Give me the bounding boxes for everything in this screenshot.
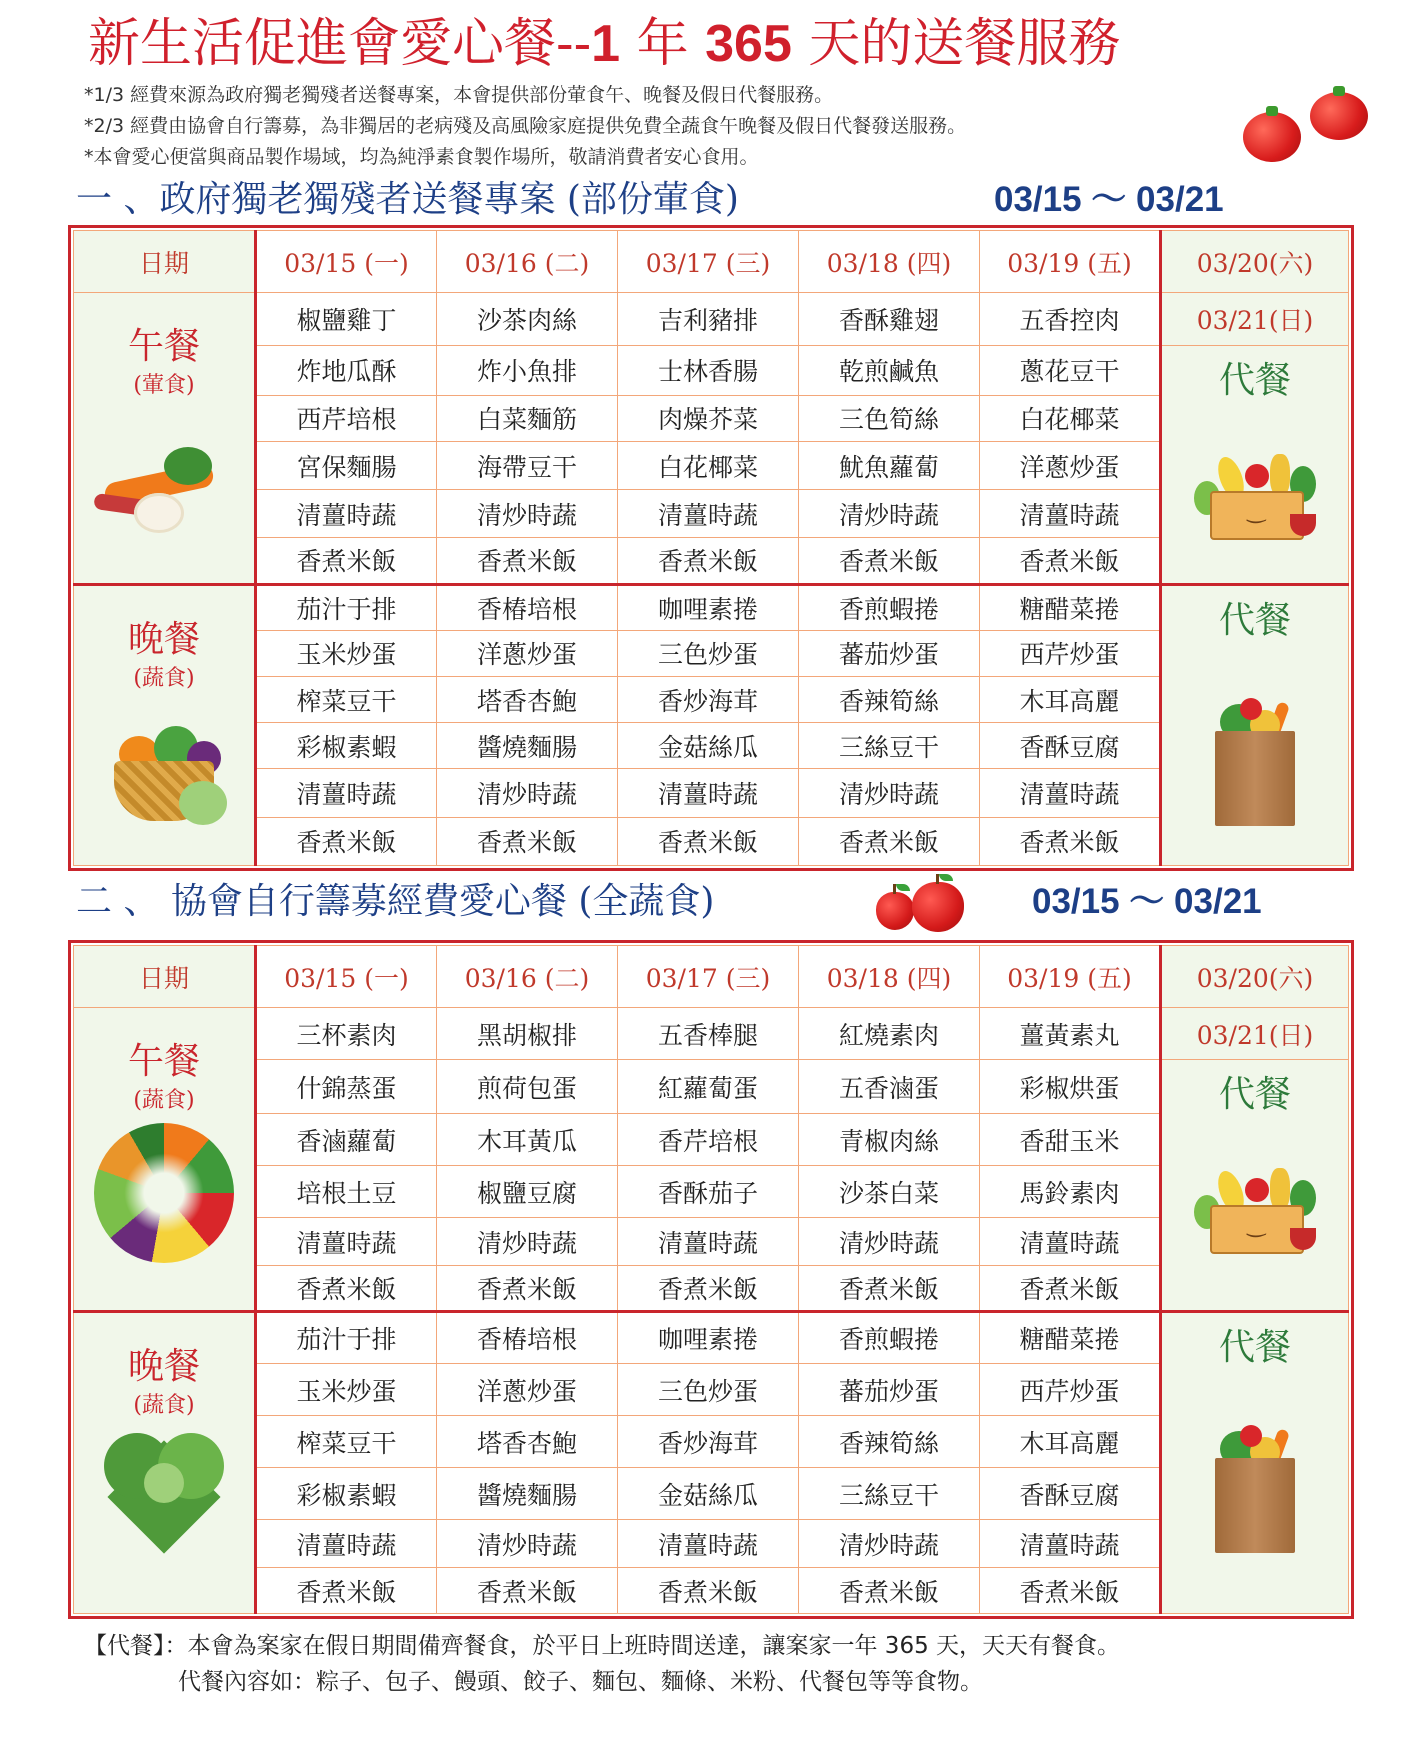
vegetable-heart-icon	[104, 1433, 224, 1543]
dish-cell: 炸地瓜酥	[256, 345, 437, 395]
day-header: 03/19 (五)	[980, 946, 1161, 1008]
substitute-label: 代餐	[1218, 599, 1291, 641]
dish-cell: 醬燒麵腸	[437, 1468, 618, 1520]
dish-cell: 醬燒麵腸	[437, 723, 618, 769]
meal-type: (蔬食)	[133, 1393, 195, 1418]
dish-cell: 紅蘿蔔蛋	[618, 1060, 799, 1114]
dish-cell: 香煮米飯	[256, 817, 437, 865]
dish-cell: 香辣筍絲	[799, 677, 980, 723]
dish-cell: 紅燒素肉	[799, 1008, 980, 1060]
dish-cell: 糖醋菜捲	[980, 1312, 1161, 1364]
day-header: 03/16 (二)	[437, 231, 618, 293]
meal-name: 晚餐	[127, 1346, 200, 1387]
dinner-substitute-cell	[1161, 584, 1349, 865]
dish-cell: 咖哩素捲	[618, 1312, 799, 1364]
dish-cell: 炸小魚排	[437, 345, 618, 395]
dish-cell: 西芹培根	[256, 395, 437, 441]
note-vegetarian: *本會愛心便當與商品製作場域，均為純淨素食製作場所，敬請消費者安心食用。	[84, 146, 759, 168]
substitute-label: 代餐	[1218, 359, 1291, 401]
dish-cell: 清炒時蔬	[799, 769, 980, 817]
dish-cell: 洋蔥炒蛋	[437, 630, 618, 676]
footer-label: 【代餐】	[84, 1633, 165, 1659]
dish-cell: 白花椰菜	[618, 441, 799, 489]
dish-cell: 清炒時蔬	[437, 769, 618, 817]
dish-cell: 五香滷蛋	[799, 1060, 980, 1114]
footer-note	[84, 1628, 1334, 1700]
dish-cell: 清薑時蔬	[980, 1218, 1161, 1266]
dish-cell: 香煮米飯	[437, 538, 618, 584]
dish-cell: 肉燥芥菜	[618, 395, 799, 441]
dish-cell: 香椿培根	[437, 584, 618, 630]
lunch-meal-cell	[74, 293, 256, 584]
dish-cell: 咖哩素捲	[618, 584, 799, 630]
substitute-label: 代餐	[1218, 1327, 1291, 1368]
lunch-substitute-cell	[1161, 345, 1349, 584]
dish-cell: 玉米炒蛋	[256, 630, 437, 676]
fruit-basket-icon	[99, 706, 229, 826]
dish-cell: 椒鹽豆腐	[437, 1166, 618, 1218]
dish-cell: 香煮米飯	[618, 1266, 799, 1312]
dish-cell: 白菜麵筋	[437, 395, 618, 441]
dish-cell: 煎荷包蛋	[437, 1060, 618, 1114]
day-header: 03/17 (三)	[618, 946, 799, 1008]
dish-cell: 士林香腸	[618, 345, 799, 395]
day-header: 03/15 (一)	[256, 231, 437, 293]
section1-menu-table	[73, 230, 1349, 866]
dish-cell: 金菇絲瓜	[618, 1468, 799, 1520]
dish-cell: 清炒時蔬	[437, 490, 618, 538]
dish-cell: 三色筍絲	[799, 395, 980, 441]
date-header-label: 日期	[74, 231, 256, 293]
dish-cell: 海帶豆干	[437, 441, 618, 489]
dish-cell: 清炒時蔬	[799, 490, 980, 538]
footer-line-1	[84, 1628, 1334, 1664]
dish-cell: 香煮米飯	[437, 817, 618, 865]
day-header: 03/19 (五)	[980, 231, 1161, 293]
section2-menu-table	[73, 945, 1349, 1614]
dish-cell: 香煮米飯	[799, 817, 980, 865]
note-funding-2: *2/3 經費由協會自行籌募，為非獨居的老病殘及高風險家庭提供免費全蔬食午晚餐及假日代餐發送服務。	[84, 115, 967, 137]
dish-cell: 香煎蝦捲	[799, 1312, 980, 1364]
dish-cell: 香煮米飯	[980, 1568, 1161, 1614]
dish-cell: 香煮米飯	[437, 1568, 618, 1614]
dish-cell: 清薑時蔬	[980, 1520, 1161, 1568]
dish-cell: 黑胡椒排	[437, 1008, 618, 1060]
dish-cell: 香煮米飯	[980, 817, 1161, 865]
dish-cell: 乾煎鹹魚	[799, 345, 980, 395]
section1-date-range: 03/15 ～ 03/21	[994, 180, 1224, 219]
dish-cell: 香酥茄子	[618, 1166, 799, 1218]
dish-cell: 清薑時蔬	[980, 769, 1161, 817]
dish-cell: 香炒海茸	[618, 1416, 799, 1468]
dish-cell: 彩椒素蝦	[256, 1468, 437, 1520]
day-header: 03/17 (三)	[618, 231, 799, 293]
section2-title: 二 、 協會自行籌募經費愛心餐 (全蔬食)	[76, 881, 715, 922]
dish-cell: 香煮米飯	[799, 538, 980, 584]
dish-cell: 香煮米飯	[256, 1568, 437, 1614]
dish-cell: 椒鹽雞丁	[256, 293, 437, 345]
section2-date-range: 03/15 ～ 03/21	[1032, 882, 1262, 921]
dish-cell: 洋蔥炒蛋	[980, 441, 1161, 489]
dish-cell: 宮保麵腸	[256, 441, 437, 489]
lunch-meal-cell	[74, 1008, 256, 1312]
dish-cell: 三絲豆干	[799, 1468, 980, 1520]
dish-cell: 清薑時蔬	[618, 769, 799, 817]
dish-cell: 茄汁于排	[256, 1312, 437, 1364]
grocery-bag-icon	[1200, 696, 1310, 826]
dish-cell: 香煮米飯	[618, 817, 799, 865]
dinner-meal-cell	[74, 1312, 256, 1614]
tomato-icon	[1243, 112, 1301, 162]
dinner-meal-cell	[74, 584, 256, 865]
dish-cell: 五香棒腿	[618, 1008, 799, 1060]
tomato-icon	[1310, 92, 1368, 140]
dish-cell: 香甜玉米	[980, 1114, 1161, 1166]
section1-title: 一 、政府獨老獨殘者送餐專案 (部份葷食)	[76, 179, 739, 220]
dish-cell: 清炒時蔬	[799, 1218, 980, 1266]
sunday-header: 03/21(日)	[1161, 293, 1349, 345]
dish-cell: 三杯素肉	[256, 1008, 437, 1060]
meal-name: 午餐	[127, 1041, 200, 1082]
dish-cell: 金菇絲瓜	[618, 723, 799, 769]
lunch-substitute-cell	[1161, 1060, 1349, 1312]
dish-cell: 香煮米飯	[980, 1266, 1161, 1312]
dish-cell: 什錦蒸蛋	[256, 1060, 437, 1114]
dish-cell: 魷魚蘿蔔	[799, 441, 980, 489]
dish-cell: 香煮米飯	[980, 538, 1161, 584]
dish-cell: 香煮米飯	[799, 1266, 980, 1312]
dish-cell: 香煮米飯	[256, 538, 437, 584]
dish-cell: 玉米炒蛋	[256, 1364, 437, 1416]
vegetable-circle-icon	[94, 1123, 234, 1263]
dish-cell: 西芹炒蛋	[980, 630, 1161, 676]
saturday-header: 03/20(六)	[1161, 231, 1349, 293]
dish-cell: 塔香杏鮑	[437, 677, 618, 723]
dish-cell: 三絲豆干	[799, 723, 980, 769]
dish-cell: 香椿培根	[437, 1312, 618, 1364]
apple-icon	[912, 882, 964, 932]
dish-cell: 沙茶白菜	[799, 1166, 980, 1218]
vegetable-crate-icon	[1190, 1160, 1320, 1260]
meal-name: 午餐	[127, 326, 200, 368]
dish-cell: 培根土豆	[256, 1166, 437, 1218]
dish-cell: 清薑時蔬	[256, 769, 437, 817]
apple-icon	[876, 892, 914, 930]
dish-cell: 香滷蘿蔔	[256, 1114, 437, 1166]
meal-name: 晚餐	[127, 618, 200, 660]
dish-cell: 香辣筍絲	[799, 1416, 980, 1468]
dish-cell: 清薑時蔬	[618, 1520, 799, 1568]
dish-cell: 香煮米飯	[256, 1266, 437, 1312]
dish-cell: 香煮米飯	[799, 1568, 980, 1614]
dish-cell: 香煮米飯	[618, 538, 799, 584]
dish-cell: 沙茶肉絲	[437, 293, 618, 345]
meal-type: (蔬食)	[133, 665, 195, 691]
meal-type: (蔬食)	[133, 1088, 195, 1113]
dish-cell: 清薑時蔬	[256, 490, 437, 538]
vegetable-crate-icon	[1190, 446, 1320, 546]
dish-cell: 榨菜豆干	[256, 1416, 437, 1468]
dish-cell: 清炒時蔬	[799, 1520, 980, 1568]
note-funding-1: *1/3 經費來源為政府獨老獨殘者送餐專案，本會提供部份葷食午、晚餐及假日代餐服務。	[84, 84, 834, 106]
dish-cell: 茄汁于排	[256, 584, 437, 630]
dish-cell: 清薑時蔬	[980, 490, 1161, 538]
day-header: 03/18 (四)	[799, 946, 980, 1008]
dish-cell: 香芹培根	[618, 1114, 799, 1166]
sunday-header: 03/21(日)	[1161, 1008, 1349, 1060]
vegetable-bundle-icon	[94, 443, 234, 533]
dish-cell: 清薑時蔬	[256, 1218, 437, 1266]
dish-cell: 三色炒蛋	[618, 630, 799, 676]
dish-cell: 青椒肉絲	[799, 1114, 980, 1166]
date-header-label: 日期	[74, 946, 256, 1008]
substitute-label: 代餐	[1218, 1074, 1291, 1115]
dish-cell: 香酥豆腐	[980, 1468, 1161, 1520]
dish-cell: 塔香杏鮑	[437, 1416, 618, 1468]
dish-cell: 蕃茄炒蛋	[799, 630, 980, 676]
dish-cell: 木耳高麗	[980, 1416, 1161, 1468]
dish-cell: 香酥雞翅	[799, 293, 980, 345]
dish-cell: 三色炒蛋	[618, 1364, 799, 1416]
dish-cell: 香煮米飯	[618, 1568, 799, 1614]
dish-cell: 清薑時蔬	[256, 1520, 437, 1568]
dish-cell: 白花椰菜	[980, 395, 1161, 441]
dish-cell: 蔥花豆干	[980, 345, 1161, 395]
saturday-header: 03/20(六)	[1161, 946, 1349, 1008]
dish-cell: 彩椒素蝦	[256, 723, 437, 769]
dish-cell: 吉利豬排	[618, 293, 799, 345]
page-title: 新生活促進會愛心餐--1 年 365 天的送餐服務	[88, 14, 1121, 74]
meal-type: (葷食)	[133, 373, 195, 399]
footer-line-2: 代餐內容如：粽子、包子、饅頭、餃子、麵包、麵條、米粉、代餐包等等食物。	[178, 1669, 983, 1695]
dish-cell: 西芹炒蛋	[980, 1364, 1161, 1416]
dinner-substitute-cell	[1161, 1312, 1349, 1614]
dish-cell: 彩椒烘蛋	[980, 1060, 1161, 1114]
dish-cell: 木耳黃瓜	[437, 1114, 618, 1166]
dish-cell: 洋蔥炒蛋	[437, 1364, 618, 1416]
dish-cell: 薑黃素丸	[980, 1008, 1161, 1060]
dish-cell: 清炒時蔬	[437, 1520, 618, 1568]
notes	[84, 80, 1234, 173]
dish-cell: 清炒時蔬	[437, 1218, 618, 1266]
dish-cell: 清薑時蔬	[618, 1218, 799, 1266]
day-header: 03/18 (四)	[799, 231, 980, 293]
dish-cell: 香煮米飯	[437, 1266, 618, 1312]
dish-cell: 清薑時蔬	[618, 490, 799, 538]
dish-cell: 五香控肉	[980, 293, 1161, 345]
footer-text: ：本會為案家在假日期間備齊餐食，於平日上班時間送達，讓案家一年 365 天，天天有餐食。	[164, 1633, 1121, 1659]
dish-cell: 蕃茄炒蛋	[799, 1364, 980, 1416]
dish-cell: 香酥豆腐	[980, 723, 1161, 769]
dish-cell: 木耳高麗	[980, 677, 1161, 723]
dish-cell: 香煎蝦捲	[799, 584, 980, 630]
day-header: 03/15 (一)	[256, 946, 437, 1008]
day-header: 03/16 (二)	[437, 946, 618, 1008]
grocery-bag-icon	[1200, 1423, 1310, 1553]
dish-cell: 糖醋菜捲	[980, 584, 1161, 630]
dish-cell: 馬鈴素肉	[980, 1166, 1161, 1218]
dish-cell: 香炒海茸	[618, 677, 799, 723]
dish-cell: 榨菜豆干	[256, 677, 437, 723]
